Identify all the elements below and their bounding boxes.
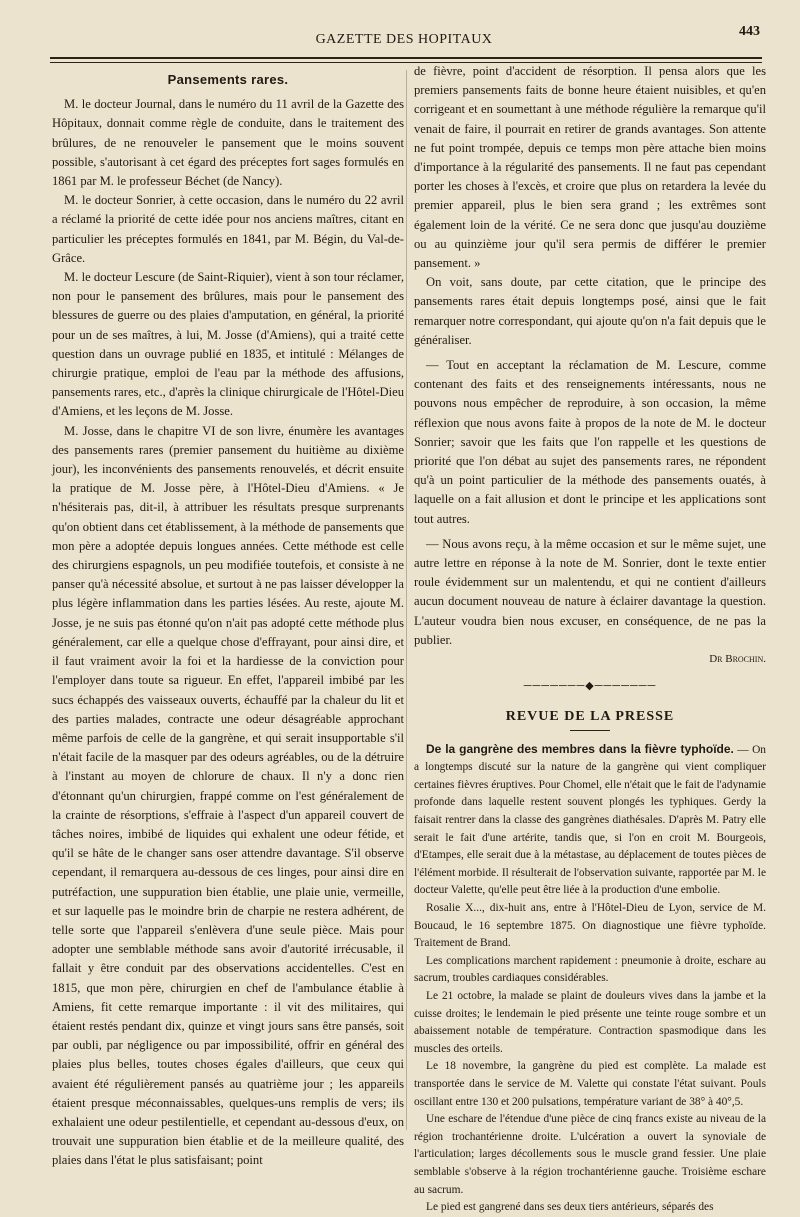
running-title: GAZETTE DES HOPITAUX [315,32,493,47]
article-gangrene: De la gangrène des membres dans la fièvre typhoïde. — On a longtemps discuté sur la nature de la gangrène qui vient compliquer certaines fièvres éruptives. Pour Chomel, elle n'était que le fait de l'adynamie profonde dans laquelle restent souvent plongés les typhiques. Gerdy la faisait rentrer dans la classe des gangrènes diathésales. D'après M. Patry elle serait le fait d'une artérite, tandis que, si l'on en croit M. Bourgeois, d'Etampes, elle serait due à la métastase, au déplacement de toutes pièces de l'élément morbide. Il résulterait de l'observation suivante, rapportée par M. le docteur Valette, qu'elle peut être liée à la production d'une embolie. Rosalie X..., dix-huit ans, entre à l'Hôtel-Dieu de Lyon, service de M. Boucaud, le 16 septembre 1875. On diagnostique une fièvre typhoïde. Traitement de Brand. Les complications marchent rapidement : pneumonie à droite, eschare au sacrum, troubles cardiaques considérables. Le 21 octobre, la malade se plaint de douleurs vives dans la jambe et la cuisse droites; le lendemain le pied présente une teinte rouge sombre et un abaissement notable de température. Contraction spasmodique dans les muscles des orteils. Le 18 novembre, la gangrène du pied est complète. La malade est transportée dans le service de M. Valette qui constate l'état suivant. Pouls oscillant entre 130 et 200 pulsations, température variant de 38° à 40°,5. Une eschare de l'étendue d'une pièce de cinq francs existe au niveau de la région trochantérienne droite. L'ulcération a ouvert la synoviale de l'articulation; larges décollements sous le muscle grand fessier. Une plaie semblable s'observe à la région trochantérienne gauche. Troisième eschare au sacrum. Le pied est gangrené dans ses deux tiers antérieurs, séparés des [414,741,766,1217]
paragraph: de fièvre, point d'accident de résorption. Il pensa alors que les premiers pansements faits de bonne heure étaient nuisibles, et qu'en corrigeant et en soumettant à une méthode régulière la remarque qu'il venait de faire, il pourrait en retirer de grands avantages. Son attente ne fut point trompée, depuis ce temps mon père attache bien moins d'importance à la régularité des pansements. Il ne faut pas cependant porter les choses à l'excès, et croire que plus on retardera la levée du premier appareil, plus le bien sera grand ; les extrêmes sont également loin de la vérité. Ce ne sera donc que jusqu'au douzième ou au quinzième jour qu'il sera permis de différer le premier pansement. » [414,64,766,271]
paragraph: Le 21 octobre, la malade se plaint de douleurs vives dans la jambe et la cuisse droites; le lendemain le pied présente une teinte rouge sombre et un abaissement notable de température. Contraction spasmodique dans les muscles des orteils. [414,990,766,1055]
article-heading: De la gangrène des membres dans la fièvre typhoïde. [426,741,734,756]
page-header [48,24,760,58]
paragraph: Les complications marchent rapidement : pneumonie à droite, eschare au sacrum, troubles cardiaques considérables. [414,954,766,985]
paragraph: Une eschare de l'étendue d'une pièce de cinq francs existe au niveau de la région trochantérienne droite. L'ulcération a ouvert la synoviale de l'articulation; larges décollements sous le muscle grand fessier. Une plaie semblable s'observe à la région trochantérienne gauche. Troisième eschare au sacrum. [414,1113,766,1196]
page-number: 443 [739,24,760,39]
paragraph: On voit, sans doute, par cette citation, que le principe des pansements rares était depuis longtemps posé, ainsi que le fait remarquer notre correspondant, qui ajoute qu'on n'a fait depuis que le généraliser. [414,275,766,347]
short-rule [570,730,610,731]
signature: Dr Brochin. [709,653,766,666]
paragraph: On a longtemps discuté sur la nature de la gangrène qui vient compliquer certaines fièvres éruptives. Pour Chomel, elle n'était que le fait de l'adynamie profonde dans laquelle restent souvent plongés les typhiques. Gerdy la faisait rentrer dans la classe des gangrènes diathésales. D'après M. Patry elle serait le fait d'une artérite, tandis que, si l'on en croit M. Bourgeois, d'Etampes, elle serait due à la métastase, au déplacement de toutes pièces de l'élément morbide. Il résulterait de l'observation suivante, rapportée par M. le docteur Valette, qu'elle peut être liée à la production d'une embolie. [414,743,766,897]
paragraph: M. le docteur Sonrier, à cette occasion, dans le numéro du 22 avril a réclamé la priorité de cette idée pour nos anciens maîtres, citant en particulier les préceptes formulés en 1841, par M. Bégin, du Val-de-Grâce. [52,193,404,265]
paragraph: M. le docteur Lescure (de Saint-Riquier), vient à son tour réclamer, non pour le pansement des brûlures, mais pour le pansement des blessures de guerre ou des plaies d'amputation, en général, la priorité pour un de ses maîtres, à lui, M. Josse (d'Amiens), qui a traité cette question dans un ouvrage publié en 1835, et intitulé : Mélanges de chirurgie pratique, emploi de l'eau par la méthode des affusions, pansements rares, etc., d'après la clinique chirurgicale de l'Hôtel-Dieu d'Amiens, et les leçons de M. Josse. [52,270,404,419]
column-separator [406,70,407,1130]
header-rule-thick [50,57,762,59]
paragraph: M. le docteur Journal, dans le numéro du 11 avril de la Gazette des Hôpitaux, donnait comme règle de conduite, dans le traitement des brûlures, de ne renouveler le pansement que le moins souvent possible, s'autorisant à cet égard des préceptes fort sages formulés en 1861 par M. le professeur Béchet (de Nancy). [52,97,404,189]
section-title-revue: REVUE DE LA PRESSE [505,708,675,724]
paragraph: Le 18 novembre, la gangrène du pied est complète. La malade est transportée dans le service de M. Valette qui constate l'état suivant. Pouls oscillant entre 130 et 200 pulsations, température variant de 38° à 40°,5. [414,1060,766,1108]
paragraph: M. Josse, dans le chapitre VI de son livre, énumère les avantages des pansements rares (premier pansement du huitième au dixième jour), les inconvénients des pansements renouvelés, et décrit ensuite la pratique de M. Josse père, à l'Hôtel-Dieu d'Amiens. « Je n'hésiterais pas, dit-il, à attribuer les résultats presque surprenants qu'on obtient dans cet établissement, à la méthode de pansements que mon père a adoptée depuis longues années. Cette méthode est celle des chirurgiens espagnols, un peu modifiée toutefois, et consiste à ne panser qu'à nécessité absolue, et surtout à ne pas laisser développer la plus légère inflammation dans les parties lésées. Au reste, ajoute M. Josse, je ne suis pas étonné qu'on n'ait pas adopté cette méthode plus généralement, car elle a quelque chose d'effrayant, pour ainsi dire, et il faut vraiment avoir la foi et la hardiesse de la conviction pour l'employer dans toute sa rigueur. En effet, l'appareil imbibé par les sucs échappés des vaisseaux ouverts, échauffé par la chaleur du lit et des parties malades, contracte une odeur désagréable approchant même parfois de celle de la gangrène, et qui serait insupportable s'il n'était facile de la masquer par des odeurs agréables, ou de la détruire à l'instant au moyen de chlorure de chaux. Il n'y a donc rien d'étonnant qu'un chirurgien, frappé comme on l'est généralement de la crainte de résorptions, s'effraie à l'aspect d'un appareil couvert de tâches noires, imbibé de liquides qui exhalent une odeur fétide, et qu'il se hâte de le changer sans oser attendre davantage. S'il observe cependant, il remarquera au-dessous de ces linges, pour ainsi dire en putréfaction, une suppuration bien établie, une plaie unie, vermeille, et sur laquelle pas le moindre brin de charpie ne restera adhérent, de telle sorte que l'appareil s'enlèvera d'une seule pièce. Mais pour adopter une semblable méthode sans avoir d'autorité irrécusable, il fallait y être conduit par des observations accidentelles. C'est en 1815, que mon père, chirurgien en chef de l'ambulance établie à Amiens, fit cette remarque importante : il vit des militaires, qui étaient restés pendant dix, quinze et vingt jours sans être pansés, soit par oubli, par négligence ou par impossibilité, offrir en général des plaies plus belles, toutes choses égales d'ailleurs, que ceux qui avaient été régulièrement pansés au quatrième jour ; les appareils étaient presque méconnaissables, quelques-uns remplis de vers; ils exhalaient une odeur pestilentielle, et cependant au-dessous d'eux, on trouvait une suppuration bien établie et de la meilleure qualité, des plaies dans l'état le plus satisfaisant; point [52,423,404,1168]
section-heading-pansements: Pansements rares. [167,72,289,87]
left-column [52,70,404,1171]
paragraph: Rosalie X..., dix-huit ans, entre à l'Hôtel-Dieu de Lyon, service de M. Boucaud, le 16 septembre 1875. On diagnostique une fièvre typhoïde. Traitement de Brand. [414,902,766,950]
right-column [414,62,766,1217]
ornament-divider: ───────◆─────── [523,680,657,693]
paragraph: — Tout en acceptant la réclamation de M. Lescure, comme contenant des faits et des renseignements intéressants, nous ne pouvons nous empêcher de reproduire, à son occasion, la même réflexion que nous avons faite à propos de la note de M. le docteur Sonrier; savoir que les faits que l'on rappelle et les questions de priorité que l'on débat au sujet des pansements rares, ne répondent qu'à un point particulier de la méthode des pansements ouatés, à laquelle on a fait allusion et dont le principe et les applications sont tout autres. [414,358,766,526]
paragraph: Le pied est gangrené dans ses deux tiers antérieurs, séparés des [426,1201,714,1214]
paragraph: — Nous avons reçu, à la même occasion et sur le même sujet, une autre lettre en réponse à la note de M. Sonrier, dont le texte entier roule évidemment sur un malentendu, et qui ne contient d'ailleurs aucun document nouveau de nature à éclairer davantage la question. L'auteur voudra bien nous excuser, en conséquence, de ne pas la publier. [414,536,766,647]
